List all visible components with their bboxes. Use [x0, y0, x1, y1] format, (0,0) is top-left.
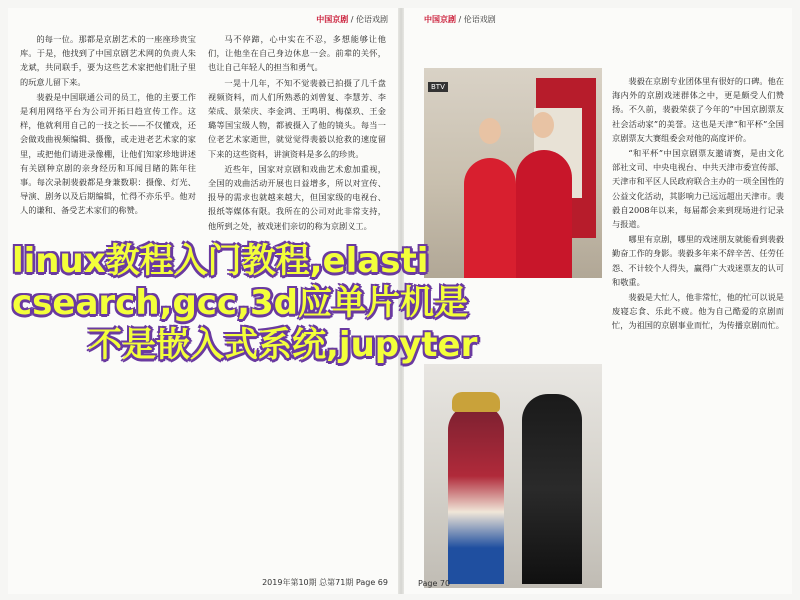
- paragraph: 近些年，国家对京剧和戏曲艺术愈加重视，全国的戏曲活动开展也日益增多，所以对宣传、报导的需求也就越来越大，但国家级的电视台、报纸等媒体有限。我所在的公司对此非常支持，他所到之处，被戏迷们亲切的称为京剧义工。: [208, 163, 386, 231]
- photo-sign: BTV: [428, 82, 448, 92]
- page-footer: 2019年第10期 总第71期 Page 69: [262, 578, 388, 587]
- paragraph: 马不停蹄，心中实在不忍，多想能够让他们，让他坐在自己身边休息一会。前辈的关怀，也让自己年轻人的担当和勇气。: [208, 34, 386, 73]
- page-header: 中国京剧 / 伦语戏剧: [316, 15, 388, 24]
- left-page: [8, 8, 400, 594]
- watermark-line: csearch,gcc,3d应单片机是: [12, 283, 468, 323]
- paragraph: 裴毅是大忙人，他非常忙，他的忙可以说是废寝忘食、乐此不疲。他为自己酷爱的京剧而忙，为祖国的京剧事业而忙，为传播京剧而忙。: [612, 292, 784, 331]
- right-page: [404, 8, 792, 594]
- paragraph: 裴毅是中国联通公司的员工，他的主要工作是利用网络平台为公司开拓日趋宣传工作。这样，他就利用自己的一技之长——不仅懂戏，还会做戏曲视频编辑、摄像，或走进老艺术家的家里，或把他们请进录像棚，让他们知家珍地讲述有关剧种京剧的亲身经历和耳闻目睹的陈年往事。每次录制裴毅都是身兼数职：摄像、灯光、导演、剧务以及后期编辑，忙得不亦乐乎。他对人的谦和、备受艺术家们的称赞。: [20, 91, 196, 216]
- header-section: 伦语戏剧: [356, 15, 388, 24]
- text-column: [20, 32, 196, 580]
- text-column: [612, 74, 784, 544]
- page-footer: Page 70: [418, 579, 451, 588]
- photo-opera-performers: [424, 364, 602, 588]
- page-header: 中国京剧 / 伦语戏剧: [424, 15, 496, 24]
- text-column: [208, 32, 386, 580]
- header-brand: 中国京剧: [424, 15, 456, 24]
- header-section: 伦语戏剧: [463, 15, 496, 24]
- watermark-line: 不是嵌入式系统,jupyter: [88, 325, 478, 365]
- paragraph: 一晃十几年，不知不觉裴毅已拍摄了几千盘视频资料，而人们所熟悉的刘曾复、李慧芳、李荣成、景荣庆、李金鸿、王鸣明、梅葆玖、王金璐等国宝级人物，都被摄入了他的镜头。每当一位老艺术家逝世，就觉觉得裴毅以抢救的速度留下来的这些资料，讲演资料是多么的珍贵。: [208, 77, 386, 159]
- header-brand: 中国京剧: [316, 15, 349, 24]
- paragraph: 裴毅在京剧专业团体里有很好的口碑。他在海内外的京剧戏迷群体之中，更是颇受人们赞扬。不久前，裴毅荣获了今年的“中国京剧票友社会活动家”的美誉。这也是天津“和平杯”全国京剧票友大赛组委会对他的高度评价。: [612, 76, 784, 143]
- paragraph: “和平杯”中国京剧票友邀请赛，是由文化部社文司、中央电视台、中共天津市委宣传部、天津市和平区人民政府联合主办的一项全国性的公益文化活动，其影响力已远远超出天津市。裴毅自2008年以来，每届都会来到现场进行记录与报道。: [612, 148, 784, 230]
- photo-two-people: [424, 68, 602, 278]
- paragraph: 的每一位。那都是京剧艺术的一座座珍贵宝库。于是，他找到了中国京剧艺术网的负责人朱龙斌，共同联手，要为这些艺术家把他们肚子里的玩意儿留下来。: [20, 34, 196, 87]
- paragraph: 哪里有京剧，哪里的戏迷朋友就能看到裴毅勤奋工作的身影。裴毅多年来不辞辛苦、任劳任怨、不计较个人得失，赢得广大戏迷票友的认可和敬重。: [612, 234, 784, 287]
- watermark-line: linux教程入门教程,elasti: [12, 241, 429, 281]
